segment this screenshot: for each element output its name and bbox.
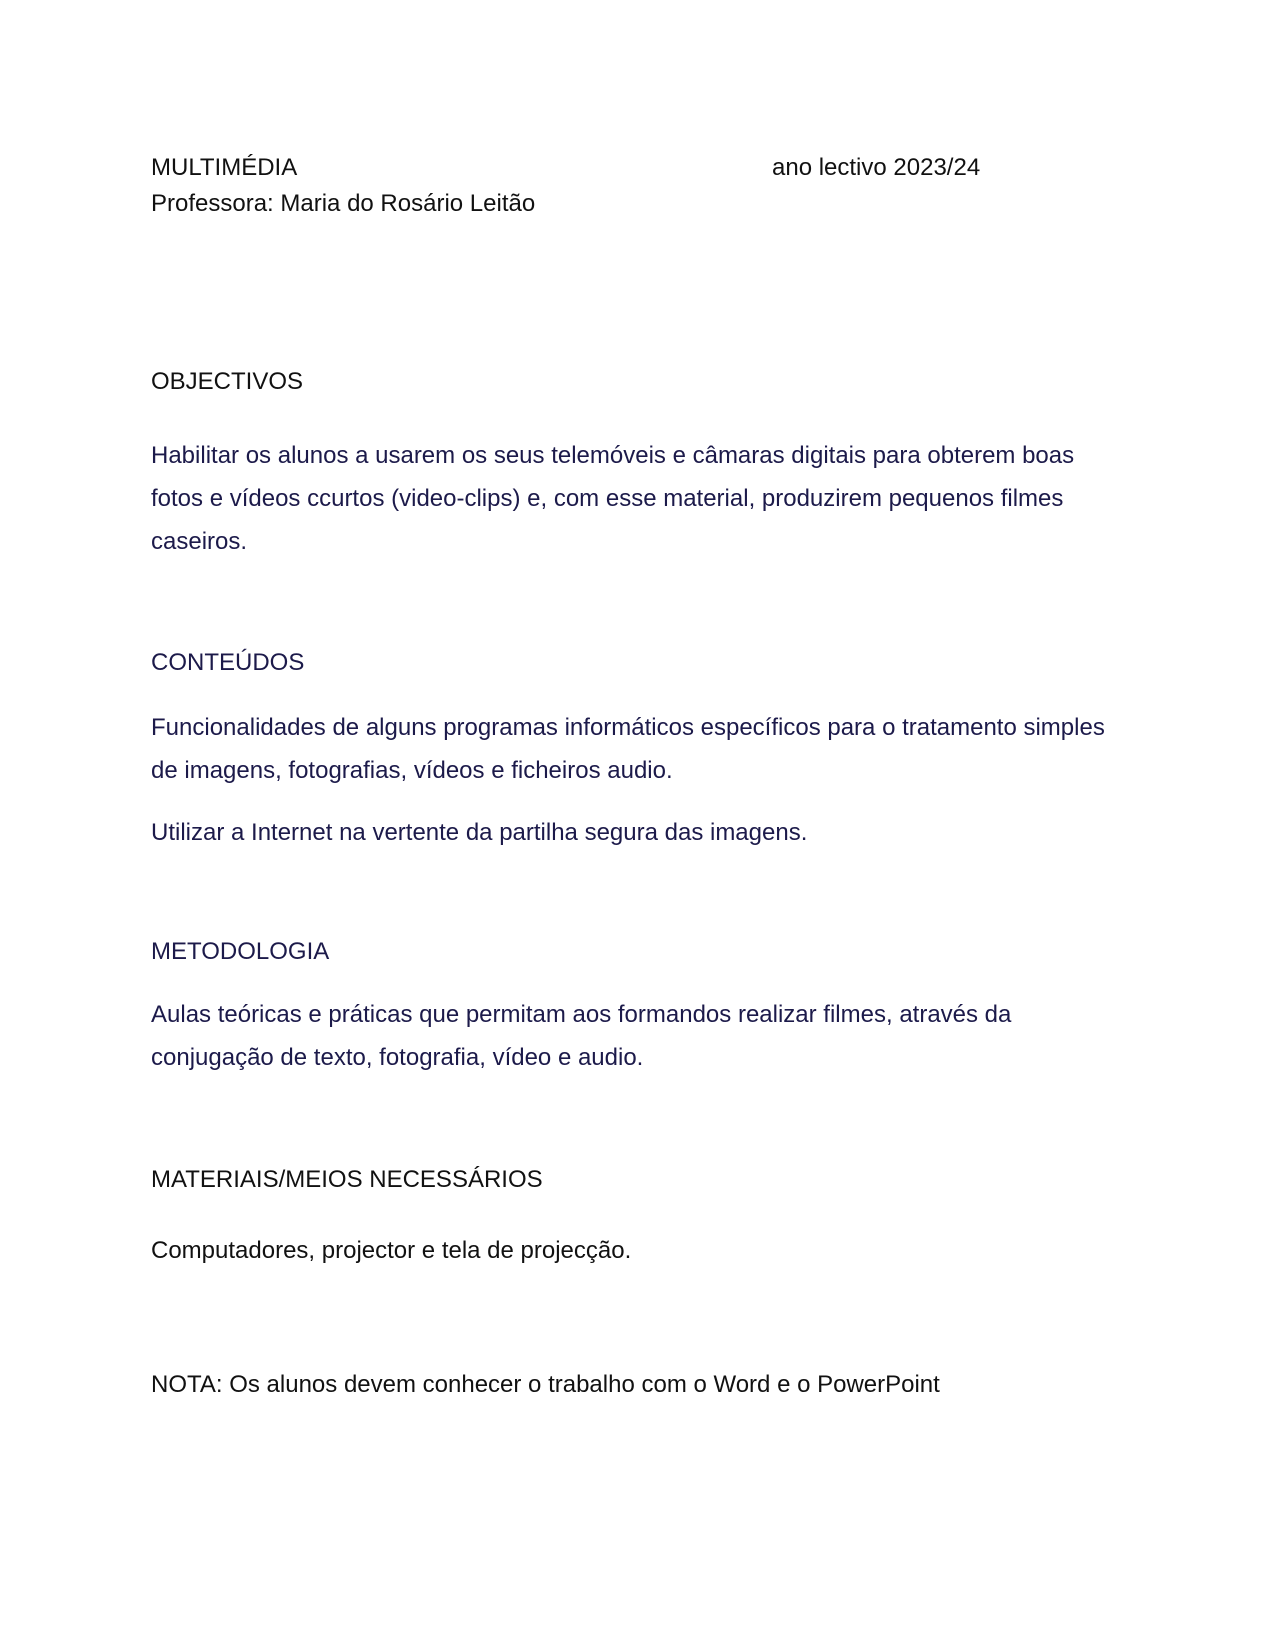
objectives-heading: OBJECTIVOS — [151, 368, 304, 395]
materials-text: Computadores, projector e tela de projecção. — [151, 1237, 632, 1264]
materials-heading: MATERIAIS/MEIOS NECESSÁRIOS — [151, 1166, 543, 1193]
course-title: MULTIMÉDIA — [151, 154, 298, 181]
note-text: NOTA: Os alunos devem conhecer o trabalho com o Word e o PowerPoint — [151, 1371, 940, 1398]
methodology-text: Aulas teóricas e práticas que permitam aos formandos realizar filmes, através da conjugação de texto, fotografia, vídeo e audio. — [151, 1001, 1012, 1071]
objectives-text: Habilitar os alunos a usarem os seus telemóveis e câmaras digitais para obterem boas fotos e vídeos ccurtos (video-clips) e, com esse material, produzirem pequenos filmes caseiros. — [151, 442, 1075, 555]
contents-text-2: Utilizar a Internet na vertente da partilha segura das imagens. — [151, 819, 808, 846]
school-year: ano lectivo 2023/24 — [772, 154, 981, 181]
contents-heading: CONTEÚDOS — [151, 649, 305, 676]
teacher-name: Professora: Maria do Rosário Leitão — [151, 190, 536, 217]
methodology-heading: METODOLOGIA — [151, 938, 330, 965]
contents-text-1: Funcionalidades de alguns programas informáticos específicos para o tratamento simples de imagens, fotografias, vídeos e ficheiros audio. — [151, 714, 1105, 784]
